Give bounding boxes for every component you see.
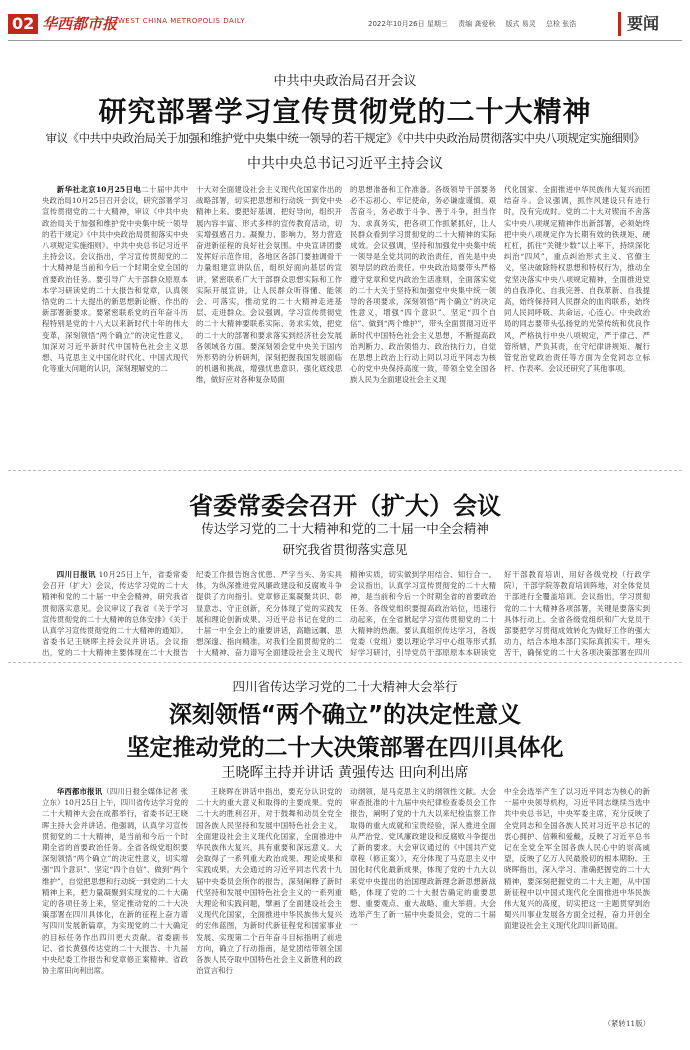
article2-subhead: 传达学习党的二十大精神和党的二十届一中全会精神 (201, 521, 489, 536)
article2-body-1: 10月25日上午，省委常委会召开（扩大）会议，传达学习党的二十大精神和党的二十届一中全会精神，研究我省贯彻落实意见。会议审议了我省《关于学习宣传贯彻党的二十大精神的总体安排》《关于认真学习宣传贯彻党的二十大精神的通知》。省委书记王晓晖主持会议并讲话。会议指出，党的二十大精神主要体现在二十大报告 (42, 570, 188, 658)
article3-body-1: 10月25日上午，四川省传达学习党的二十大精神大会在成都举行，省委书记王晓晖主持大会并讲话。他强调，认真学习宣传贯彻党的二十大精神，是当前和今后一个时期全省的首要政治任务。全省各级党组织要深刻领悟“两个确立”的决定性意义，切实增强“四个意识”、坚定“四个自信”、做到“两个维护”，自觉把思想和行动统一到党的二十大精神上来，把力量凝聚到实现党的二十大确定的各项任务上来，坚定推动党的二十大决策部署在四川具体化，在新的征程上奋力谱写四川发展新篇章，为实现党的二十大确定的目标任务作出四川更大贡献。省委副书记、省长黄强传达党的二十大报告、十九届中央纪委工作报告和党章修正案精神。省政协主席田向利出席。 (42, 798, 188, 976)
article1-column-3: 的思想准备和工作准备。各级领导干部要务必不忘初心、牢记使命，务必谦虚谨慎、艰苦奋斗，务必敢于斗争、善于斗争，担当作为、求真务实，把各项工作抓紧抓好，让人民群众看到学习贯彻党的二十大精神的实际成效。会议强调，坚持和加强党中央集中统一领导是全党共同的政治责任，首先是中央领导层的政治责任。中央政治局要带头严格遵守党章和党内政治生活准则，全面落实党的二十大关于坚持和加强党中央集中统一领导的各项要求，深刻领悟“两个确立”的决定性意义，增强“四个意识”、坚定“四个自信”、做到“两个维护”，带头全面贯彻习近平新时代中国特色社会主义思想，不断提高政治判断力、政治领悟力、政治执行力，自觉在思想上政治上行动上同以习近平同志为核心的党中央保持高度一致，带领全党全国各族人民为全面建设社会主义现 (350, 185, 496, 385)
article1-kicker: 中共中央政治局召开会议 (273, 74, 417, 89)
masthead (0, 0, 690, 40)
editor-credit: 责编 龚爱秋 (458, 20, 496, 28)
article-divider (8, 470, 682, 471)
masthead-rule (8, 40, 682, 41)
proofreader-credit: 总检 张浩 (546, 20, 577, 28)
article1-column-2: 十大对全面建设社会主义现代化国家作出的战略部署，切实把思想和行动统一到党中央精神上来。要把好基调、把好导向，组织开展内容丰富、形式多样的宣传教育活动，切实增强感召力、凝聚力、影响力，努力营造奋进新征程的良好社会氛围。中央宣讲团要发挥好示范作用，各地区各部门要抽调骨干力量组建宣讲队伍，组织好面向基层的宣讲，紧密联系广大干部群众思想实际和工作实际开展宣讲，让人民群众听得懂、能领会、可落实，推动党的二十大精神走进基层、走进群众。会议强调，学习宣传贯彻党的二十大精神要联系实际、务求实效，把党的二十大的部署和要求落实到经济社会发展各领域各方面。要深刻领会党中央关于国内外形势的分析研判，深刻把握我国发展面临的机遇和挑战，增强忧患意识、强化底线思维，做好应对各种复杂局面 (196, 185, 342, 385)
article3-column-2: 王晓晖在讲话中指出，要充分认识党的二十大的重大意义和取得的主要成果。党的二十大的胜利召开，对于鼓舞和动员全党全国各族人民坚持和发展中国特色社会主义，全面建设社会主义现代化国家，全面推进中华民族伟大复兴，具有重要和深远意义。大会取得了一系列重大政治成果、理论成果和实践成果。大会通过的习近平同志代表十九届中央委员会所作的报告，深刻阐释了新时代坚持和发展中国特色社会主义的一系列重大理论和实践问题，擘画了全面建设社会主义现代化国家，全面推进中华民族伟大复兴的宏伟蓝图，为新时代新征程党和国家事业发展、实现第二个百年奋斗目标指明了前进方向，确立了行动指南，是党团结带领全国各族人民夺取中国特色社会主义新胜利的政治宣言和行 (196, 787, 342, 976)
designer-credit: 版式 易灵 (505, 20, 536, 28)
article2-column-1 (42, 569, 188, 659)
article3-kicker: 四川省传达学习党的二十大精神大会举行 (232, 679, 458, 694)
continued-note: （紧转11版） (603, 1019, 650, 1028)
article3-dateline: 华西都市报讯 (56, 787, 103, 796)
article2-dateline: 四川日报讯 (56, 570, 96, 579)
article2-subhead2: 研究我省贯彻落实意见 (282, 542, 408, 557)
brand-english: WEST CHINA METROPOLIS DAILY (118, 17, 246, 25)
article-divider (8, 662, 682, 663)
article1-subhead2: 中共中央总书记习近平主持会议 (247, 156, 443, 172)
article2-headline: 省委常委会召开（扩大）会议 (189, 492, 501, 520)
article2-column-3: 精神实质，切实做到学用结合、知行合一。会议指出，认真学习宣传贯彻党的二十大精神，是当前和今后一个时期全省的首要政治任务。各级党组织要提高政治站位，迅速行动起来，在全省掀起学习宣传贯彻党的二十大精神的热潮。要认真组织传达学习，各级党委（党组）要以理论学习中心组等形式抓好学习研讨，引导党员干部原原本本研读党 (350, 570, 496, 658)
article1-column-4: 代化国家、全面推进中华民族伟大复兴而团结奋斗。会议强调，抓作风建设只有进行时，没有完成时。党的二十大对锲而不舍落实中央八项规定精神作出新部署，必须始终把中央八项规定作为长期有效的铁规矩、硬杠杠，抓住“关键少数”以上率下，持续深化纠治“四风”，重点纠治形式主义、官僚主义，坚决破除特权思想和特权行为，推动全党坚决落实中央八项规定精神，全面推进党的自我净化、自我完善、自我革新、自我提高，始终保持同人民群众的血肉联系，始终同人民同呼吸、共命运、心连心。中央政治局的同志要带头弘扬党的光荣传统和优良作风，严格执行中央八项规定，严于律己、严管所辖，严负其责，在守纪律讲规矩、履行管党治党政治责任等方面为全党同志立标杆、作表率。会议还研究了其他事项。 (504, 185, 650, 374)
article3-subhead: 王晓晖主持并讲话 黄强传达 田向利出席 (221, 765, 469, 781)
page-number: 02 (8, 14, 38, 34)
section-tag: 要闻 (618, 12, 680, 36)
article2-column-2: 纪委工作报告饱含忧患、严字当头、务实具体，为纵深推进党风廉政建设和反腐败斗争提供了方向指引。党章修正案凝聚共识、彰显意志、守正创新，充分体现了党的实践发展和理论创新成果。习近平总书记在党的二十届一中全会上的重要讲话，高瞻远瞩、思想深邃、指向精准，对我们全面贯彻党的二十大精神、奋力谱写全面建设社会主义现代 (196, 570, 342, 658)
article1-body-1: 二十届中共中央政治局10月25日召开会议，研究部署学习宣传贯彻党的二十大精神，审议《中共中央政治局关于加强和维护党中央集中统一领导的若干规定》《中共中央政治局贯彻落实中央八项规定实施细则》。中共中央总书记习近平主持会议。会议指出，学习宣传贯彻党的二十大精神是当前和今后一个时期全党全国的首要政治任务。要引导广大干部群众原原本本学习研读党的二十大报告和党章，认真领悟党的二十大提出的新思想新论断、作出的新部署新要求。要紧密联系党的百年奋斗历程特别是党的十八大以来新时代十年的伟大变革，深刻领悟“两个确立”的决定性意义，加深对习近平新时代中国特色社会主义思想、马克思主义中国化时代化、中国式现代化等重大问题的认识，深刻理解党的二 (42, 185, 188, 374)
article1-column-1 (42, 184, 188, 464)
article1-dateline: 新华社北京10月25日电 (56, 185, 142, 194)
article3-column-3: 动纲领，是马克思主义的纲领性文献。大会审查批准的十九届中央纪律检查委员会工作报告，阐明了党的十九大以来纪检监察工作取得的重大成就和宝贵经验，深入推进全面从严治党、党风廉政建设和反腐败斗争提出了新的要求。大会审议通过的《中国共产党章程（修正案）》，充分体现了马克思主义中国化时代化最新成果，体现了党的十九大以来党中央提出的治国理政新理念新思想新战略，体现了党的二十大报告确定的重要思想、重要观点、重大战略、重大举措。大会选举产生了新一届中央委员会，党的二十届一 (350, 787, 496, 931)
article3-headline2: 坚定推动党的二十大决策部署在四川具体化 (126, 735, 564, 761)
article3-dateline-note: （四川日报全媒体记者 张立东） (42, 787, 188, 808)
article3-headline: 深刻领悟“两个确立”的决定性意义 (168, 702, 522, 728)
article1-subhead: 审议《中共中央政治局关于加强和维护党中央集中统一领导的若干规定》《中共中央政治局贯彻落实中央八项规定实施细则》 (45, 131, 645, 145)
issue-date: 2022年10月26日 星期三 (368, 20, 448, 28)
article1-headline: 研究部署学习宣传贯彻党的二十大精神 (98, 95, 592, 128)
brand-logo: 华西都市报 (42, 15, 118, 33)
article3-column-1 (42, 786, 188, 1026)
article2-column-4: 好干部教育培训，用好各级党校（行政学院），干部学院等教育培训阵地，对全体党员干部进行全覆盖培训。会议指出，学习贯彻党的二十大精神各项部署，关键是要落实到具体行动上。全省各级党组织和广大党员干部要把学习贯彻成效转化为做好工作的强大动力，结合本地本部门实际真抓实干、埋头苦干，确保党的二十大各项决策部署在四川 (504, 570, 650, 658)
issue-meta (368, 19, 584, 29)
article3-column-4: 中全会选举产生了以习近平同志为核心的新一届中央领导机构，习近平同志继续当选中共中央总书记，中央军委主席，充分反映了全党同志和全国各族人民对习近平总书记的衷心拥护、信赖和爱戴，反映了习近平总书记在全党全军全国各族人民心中的崇高威望，反映了亿万人民最殷切的根本期盼。王晓晖指出，深入学习、准确把握党的二十大精神，要深刻把握党的二十大主题，从中国新征程中以中国式现代化全面推进中华民族伟大复兴的高度，切实把这一主题贯穿到治蜀兴川事业发展各方面全过程，奋力开创全面建设社会主义现代化四川新局面。 (504, 787, 650, 931)
